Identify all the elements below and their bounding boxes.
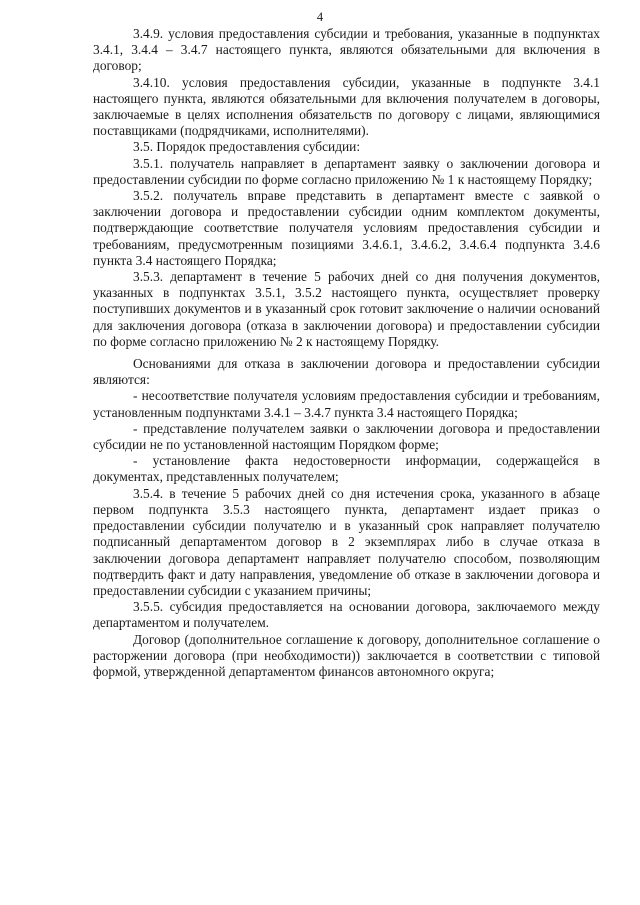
paragraph-3-5: 3.5. Порядок предоставления субсидии: <box>133 139 361 155</box>
document-body <box>93 26 600 680</box>
paragraph-3-5-4: 3.5.4. в течение 5 рабочих дней со дня истечения срока, указанного в абзаце первом подпункта 3.5.3 настоящего пункта, департамент издает приказ о предоставлении субсидии получателю и в указанный срок направляет получателю подписанный департаментом договор в 2 экземплярах либо в случае отказа в заключении договора департамент направляет получателю способом, позволяющим подтвердить факт и дату направления, уведомление об отказе в заключении договора и предоставлении субсидии с указанием причины; <box>93 485 600 598</box>
paragraph-3-5-1: 3.5.1. получатель направляет в департамент заявку о заключении договора и предоставлении субсидии по форме согласно приложению № 1 к настоящему Порядку; <box>93 155 600 187</box>
list-item-refusal-1: - несоответствие получателя условиям предоставления субсидии и требованиям, установленным подпунктами 3.4.1 – 3.4.7 пункта 3.4 настоящего Порядка; <box>93 388 600 420</box>
list-item-refusal-3: - установление факта недостоверности информации, содержащейся в документах, представленных получателем; <box>93 453 600 485</box>
list-item-refusal-2: - представление получателем заявки о заключении договора и предоставлении субсидии не по установленной настоящим Порядком форме; <box>93 420 600 453</box>
paragraph-3-4-10: 3.4.10. условия предоставления субсидии, указанные в подпункте 3.4.1 настоящего пункта, являются обязательными для включения получателем в договоры, заключаемые в целях исполнения обязательств по договору с лицами, являющимися поставщиками (подрядчиками, исполнителями). <box>93 74 600 139</box>
paragraph-3-4-9: 3.4.9. условия предоставления субсидии и требования, указанные в подпунктах 3.4.1, 3.4.4 – 3.4.7 настоящего пункта, являются обязательными для включения в договор; <box>93 26 600 74</box>
paragraph-agreement-form: Договор (дополнительное соглашение к договору, дополнительное соглашение о расторжении договора (при необходимости)) заключается в соответствии с типовой формой, утвержденной департаментом финансов автономного округа; <box>93 631 600 679</box>
paragraph-refusal-grounds: Основаниями для отказа в заключении договора и предоставлении субсидии являются: <box>93 356 600 388</box>
paragraph-3-5-2: 3.5.2. получатель вправе представить в департамент вместе с заявкой о заключении договора и предоставлении субсидии одним комплектом документы, подтверждающие соответствие получателя условиям предоставления субсидии и требованиям, предусмотренным позициями 3.4.6.1, 3.4.6.2, 3.4.6.4 подпункта 3.4.6 пункта 3.4 настоящего Порядка; <box>93 188 600 268</box>
paragraph-3-5-5: 3.5.5. субсидия предоставляется на основании договора, заключаемого между департаментом и получателем. <box>93 599 600 631</box>
paragraph-3-5-3: 3.5.3. департамент в течение 5 рабочих дней со дня получения документов, указанных в подпунктах 3.5.1, 3.5.2 настоящего пункта, осуществляет проверку поступивших документов и в указанный срок готовит заключение о наличии оснований для заключения договора (отказа в заключении договора) и предоставлении субсидии по форме согласно приложению № 2 к настоящему Порядку. <box>93 269 600 349</box>
page-number: 4 <box>316 10 324 24</box>
